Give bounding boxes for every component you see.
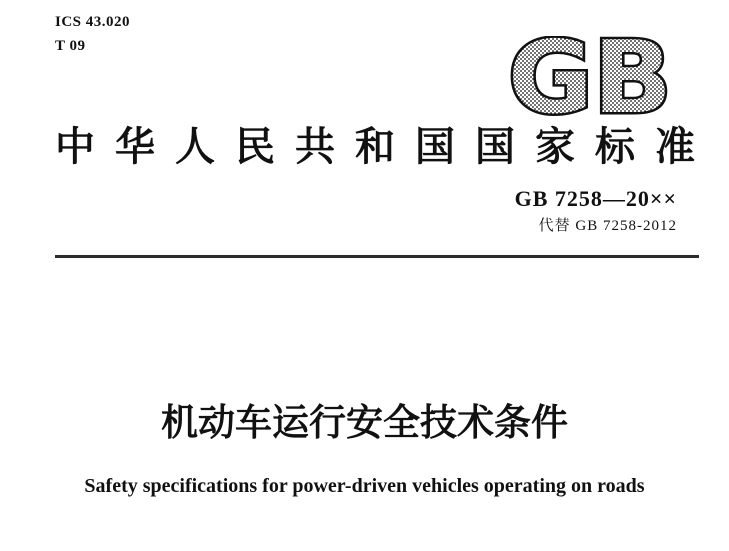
replaces-note: 代替 GB 7258-2012 [538, 218, 677, 234]
national-standard-heading: 中华人民共和国国家标准 [55, 124, 715, 169]
standard-number-block [515, 187, 677, 235]
standard-title-chinese: 机动车运行安全技术条件 [161, 402, 568, 443]
gb-standard-logo [506, 36, 674, 116]
standard-number: GB 7258—20×× [514, 186, 677, 211]
header-rule-divider [55, 255, 699, 258]
classification-code: T 09 [55, 38, 86, 54]
ics-code: ICS 43.020 [55, 14, 131, 30]
gb-logo-text: GB [508, 36, 672, 116]
ics-codes [55, 10, 130, 58]
standard-title-english: Safety specifications for power-driven vehicles operating on roads [84, 475, 645, 497]
